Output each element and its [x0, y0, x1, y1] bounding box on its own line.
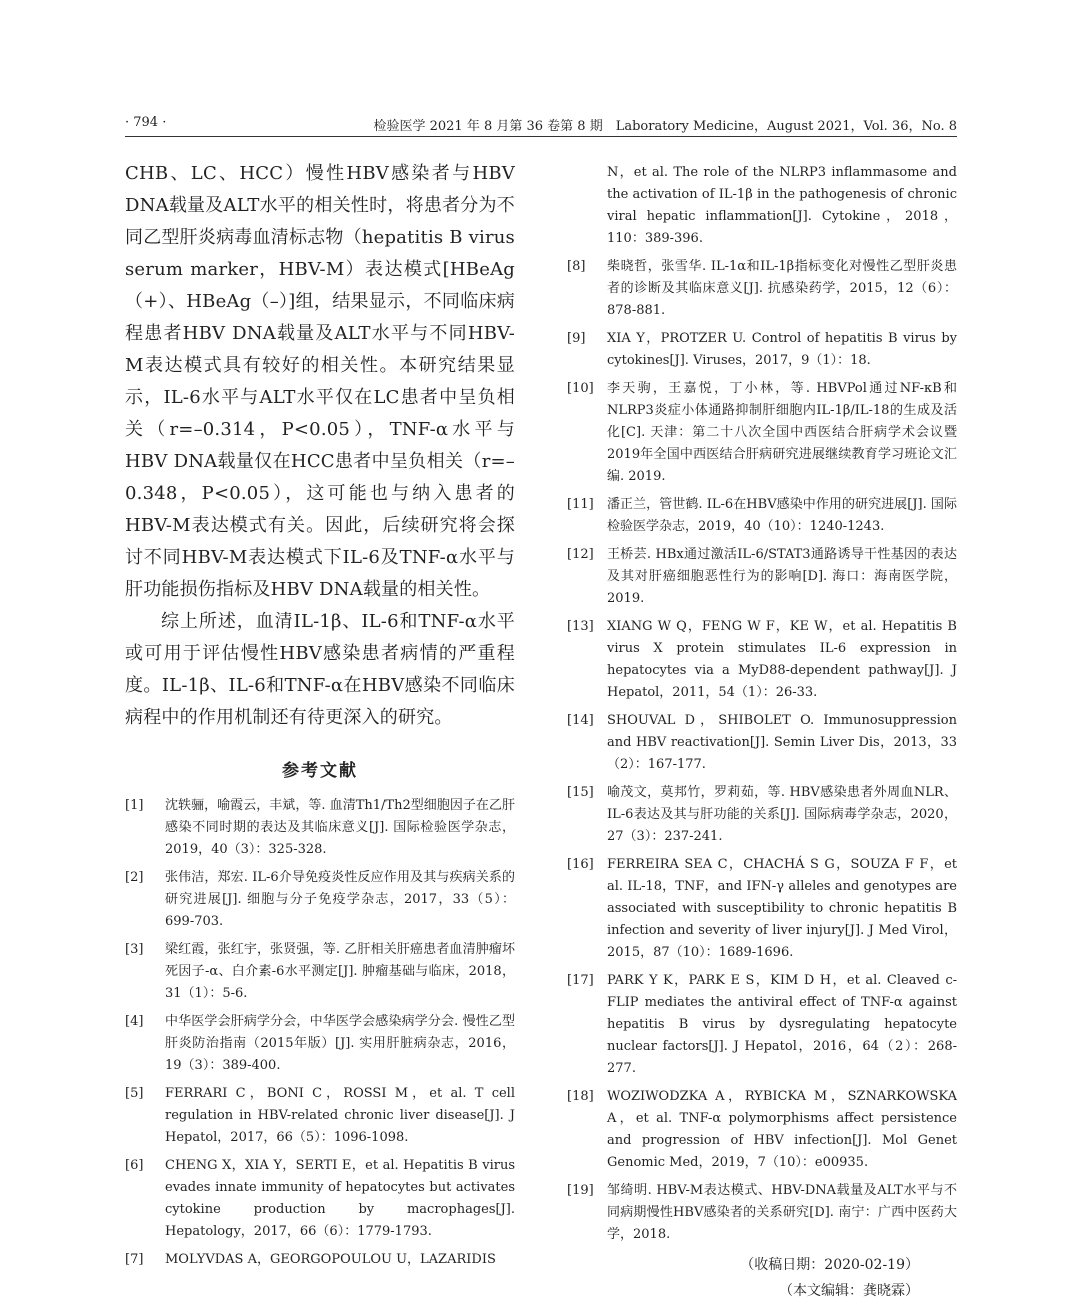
reference-item: [125, 867, 515, 933]
reference-item: [567, 782, 957, 848]
reference-number: [10]: [567, 381, 594, 396]
reference-number: [7]: [125, 1252, 144, 1267]
reference-text: 张伟洁，郑宏. IL-6介导免疫炎性反应作用及其与疾病关系的研究进展[J]. 细胞与分子免疫学杂志，2017，33（5）：699-703.: [165, 870, 515, 929]
reference-text: XIANG W Q，FENG W F，KE W，et al. Hepatitis B virus X protein stimulates IL-6 expression in hepatocytes via a MyD88-dependent pathway[J]. J Hepatol，2011，54（1）：26-33.: [607, 619, 957, 700]
reference-text: PARK Y K，PARK E S，KIM D H，et al. Cleaved c-FLIP mediates the antiviral effect of TNF-α against hepatitis B virus by dysregulating hepatocyte nuclear factors[J]. J Hepatol，2016，64（2）：268-277.: [607, 973, 957, 1076]
reference-item: [125, 939, 515, 1005]
reference-number: [5]: [125, 1086, 144, 1101]
reference-number: [17]: [567, 973, 594, 988]
reference-text: 沈轶骊，喻霞云，丰斌，等. 血清Th1/Th2型细胞因子在乙肝感染不同时期的表达及其临床意义[J]. 国际检验医学杂志，2019，40（3）：325-328.: [165, 798, 515, 857]
reference-item-continued: [567, 162, 957, 250]
reference-item: [125, 1011, 515, 1077]
reference-number: [14]: [567, 713, 594, 728]
reference-text: 中华医学会肝病学分会，中华医学会感染病学分会. 慢性乙型肝炎防治指南（2015年版）[J]. 实用肝脏病杂志，2016，19（3）：389-400.: [165, 1014, 515, 1073]
reference-item: [567, 328, 957, 372]
body-paragraph: 综上所述，血清IL-1β、IL-6和TNF-α水平或可用于评估慢性HBV感染患者病情的严重程度。IL-1β、IL-6和TNF-α在HBV感染不同临床病程中的作用机制还有待更深入的研究。: [125, 611, 515, 728]
reference-item: [125, 1083, 515, 1149]
references-heading: 参考文献: [282, 761, 358, 781]
reference-text: 潘正兰，管世鹤. IL-6在HBV感染中作用的研究进展[J]. 国际检验医学杂志，2019，40（10）：1240-1243.: [607, 497, 957, 534]
reference-number: [19]: [567, 1183, 594, 1198]
reference-number: [18]: [567, 1089, 594, 1104]
reference-number: [9]: [567, 331, 586, 346]
reference-item: [567, 1086, 957, 1174]
reference-text: 柴晓哲，张雪华. IL-1α和IL-1β指标变化对慢性乙型肝炎患者的诊断及其临床意义[J]. 抗感染药学，2015，12（6）：878-881.: [607, 259, 957, 318]
reference-number: [2]: [125, 870, 144, 885]
body-paragraph: CHB、LC、HCC）慢性HBV感染者与HBV DNA载量及ALT水平的相关性时，将患者分为不同乙型肝炎病毒血清标志物（hepatitis B virus serum marker，HBV-M）表达模式[HBeAg（+）、HBeAg（–）]组，结果显示，不同临床病程患者HBV DNA载量及ALT水平与不同HBV-M表达模式具有较好的相关性。本研究结果显示，IL-6水平与ALT水平仅在LC患者中呈负相关（r=–0.314，P<0.05），TNF-α水平与HBV DNA载量仅在HCC患者中呈负相关（r=–0.348，P<0.05），这可能也与纳入患者的HBV-M表达模式有关。因此，后续研究将会探讨不同HBV-M表达模式下IL-6及TNF-α水平与肝功能损伤指标及HBV DNA载量的相关性。: [125, 163, 515, 600]
reference-item: [125, 795, 515, 861]
reference-number: [4]: [125, 1014, 144, 1029]
editor-credit: （本文编辑：龚晓霖）: [779, 1283, 919, 1299]
reference-number: [13]: [567, 619, 594, 634]
reference-item: [567, 378, 957, 488]
reference-text: N，et al. The role of the NLRP3 inflammasome and the activation of IL-1β in the pathogenesis of chronic viral hepatic inflammation[J]. Cytokine，2018，110：389-396.: [607, 165, 957, 246]
page-number: · 794 ·: [125, 115, 167, 130]
reference-text: CHENG X，XIA Y，SERTI E，et al. Hepatitis B virus evades innate immunity of hepatocytes but activates cytokine production by macrophages[J]. Hepatology，2017，66（6）：1779-1793.: [165, 1158, 515, 1239]
reference-text: 王桥芸. HBx通过激活IL-6/STAT3通路诱导干性基因的表达及其对肝癌细胞恶性行为的影响[D]. 海口：海南医学院，2019.: [607, 547, 957, 606]
reference-text: FERREIRA SEA C，CHACHÁ S G，SOUZA F F，et al. IL-18，TNF，and IFN-γ alleles and genotypes are associated with susceptibility to chronic hepatitis B infection and severity of liver injury[J]. J Med Virol，2015，87（10）：1689-1696.: [607, 857, 957, 960]
reference-text: 喻茂文，莫邦竹，罗莉茹，等. HBV感染患者外周血NLR、IL-6表达及其与肝功能的关系[J]. 国际病毒学杂志，2020，27（3）：237-241.: [607, 785, 957, 844]
reference-item: [567, 616, 957, 704]
reference-item: [125, 1155, 515, 1243]
reference-text: WOZIWODZKA A，RYBICKA M，SZNARKOWSKA A，et al. TNF-α polymorphisms affect persistence and progression of HBV infection[J]. Mol Genet Genomic Med，2019，7（10）：e00935.: [607, 1089, 957, 1170]
reference-item: [567, 854, 957, 964]
reference-number: [8]: [567, 259, 586, 274]
reference-item: [125, 1249, 515, 1271]
reference-number: [11]: [567, 497, 594, 512]
reference-text: 李天驹，王嘉悦，丁小林，等. HBVPol通过NF-κB和NLRP3炎症小体通路抑制肝细胞内IL-1β/IL-18的生成及活化[C]. 天津：第二十八次全国中西医结合肝病学术会议暨2019年全国中西医结合肝病研究进展继续教育学习班论文汇编. 2019.: [607, 381, 957, 484]
reference-item: [567, 494, 957, 538]
body-text: [125, 158, 515, 734]
reference-text: XIA Y，PROTZER U. Control of hepatitis B virus by cytokines[J]. Viruses，2017，9（1）：18.: [607, 331, 957, 368]
reference-number: [6]: [125, 1158, 144, 1173]
reference-item: [567, 710, 957, 776]
reference-number: [3]: [125, 942, 144, 957]
journal-info: 检验医学 2021 年 8 月第 36 卷第 8 期 Laboratory Medicine，August 2021，Vol. 36，No. 8: [373, 119, 957, 134]
article-meta: [567, 1252, 957, 1304]
reference-number: [16]: [567, 857, 594, 872]
reference-text: FERRARI C，BONI C，ROSSI M，et al. T cell regulation in HBV-related chronic liver disease[J]. J Hepatol，2017，66（5）：1096-1098.: [165, 1086, 515, 1145]
reference-text: 邹绮明. HBV-M表达模式、HBV-DNA载量及ALT水平与不同病期慢性HBV感染者的关系研究[D]. 南宁：广西中医药大学，2018.: [607, 1183, 957, 1242]
reference-text: 梁红霞，张红宇，张贤强，等. 乙肝相关肝癌患者血清肿瘤坏死因子-α、白介素-6水平测定[J]. 肿瘤基础与临床，2018，31（1）：5-6.: [165, 942, 515, 1001]
left-column: [125, 158, 515, 1277]
right-column: [567, 162, 957, 1304]
running-header: [125, 114, 957, 137]
reference-text: MOLYVDAS A，GEORGOPOULOU U，LAZARIDIS: [165, 1252, 496, 1267]
reference-item: [567, 970, 957, 1080]
reference-number: [12]: [567, 547, 594, 562]
reference-item: [567, 544, 957, 610]
reference-text: SHOUVAL D，SHIBOLET O. Immunosuppression and HBV reactivation[J]. Semin Liver Dis，2013，33（2）：167-177.: [607, 713, 957, 772]
received-date: （收稿日期：2020-02-19）: [740, 1257, 919, 1273]
reference-item: [567, 256, 957, 322]
reference-item: [567, 1180, 957, 1246]
reference-number: [15]: [567, 785, 594, 800]
reference-number: [1]: [125, 798, 144, 813]
